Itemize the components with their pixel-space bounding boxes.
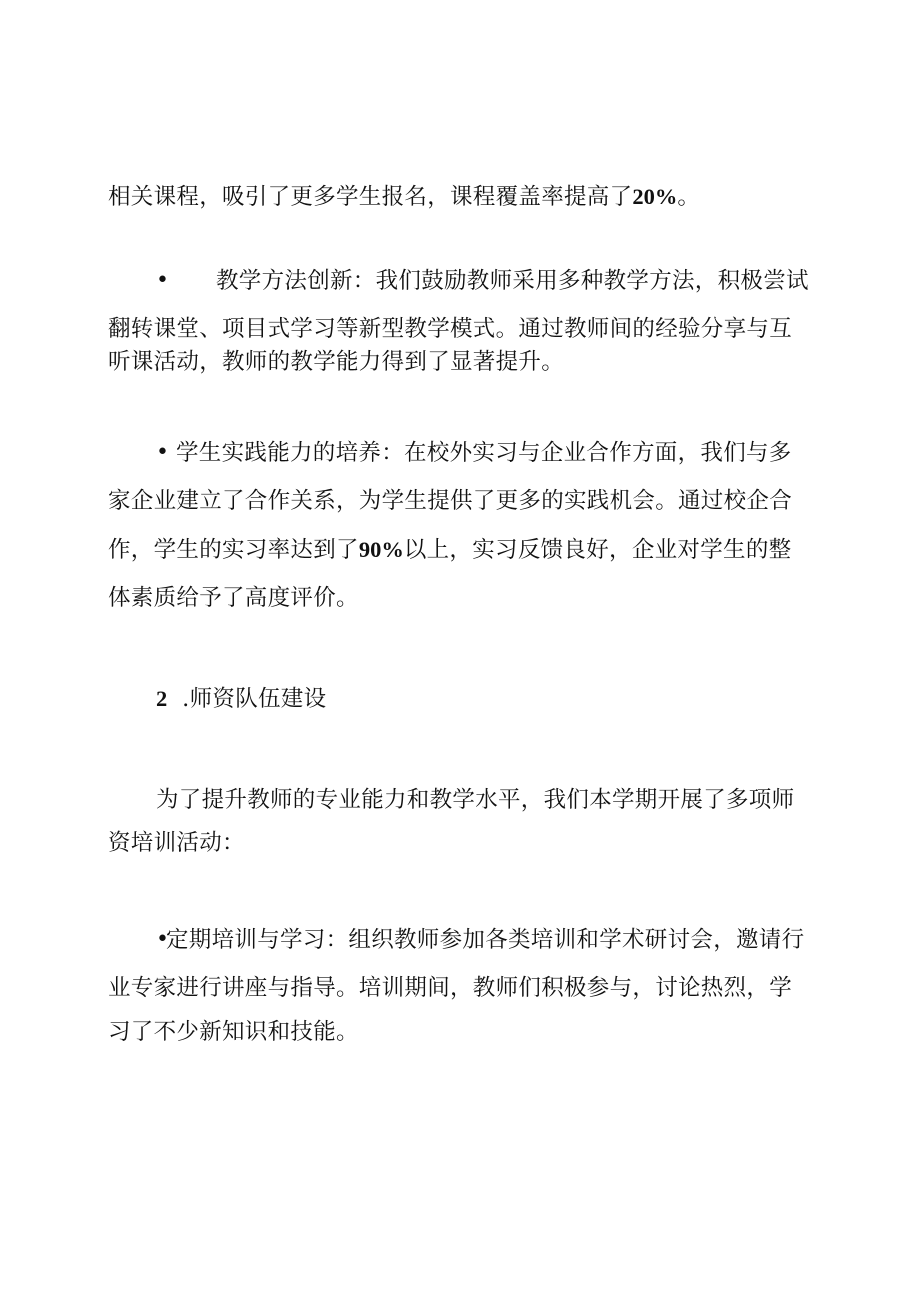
text-segment: 以上，实习反馈良好，企业对学生的整 [403, 537, 792, 563]
paragraph-course-coverage [108, 181, 700, 213]
section-number: 2 [156, 686, 168, 711]
bullet-icon: • [156, 268, 169, 293]
bullet-teaching-line: 翻转课堂、项目式学习等新型教学模式。通过教师间的经验分享与互 [108, 316, 793, 342]
text-segment: 作，学生的实习率达到了 [108, 537, 359, 563]
bullet-practice-line: 学生实践能力的培养：在校外实习与企业合作方面，我们与多 [176, 440, 792, 466]
bullet-practice-line: 家企业建立了合作关系，为学生提供了更多的实践机会。通过校企合 [108, 488, 793, 514]
bullet-teaching-line: 听课活动，教师的教学能力得到了显著提升。 [108, 349, 565, 375]
bullet-practice-line [108, 534, 791, 566]
percent-value: 90% [358, 537, 404, 562]
percent-value: 20% [632, 184, 678, 209]
bullet-regular-line: 业专家进行讲座与指导。培训期间，教师们积极参与，讨论热烈，学 [108, 975, 793, 1001]
section-heading [156, 683, 326, 715]
bullet-practice-line: 体素质给予了高度评价。 [108, 585, 359, 611]
bullet-icon: • [156, 440, 169, 465]
bullet-icon: • [156, 927, 169, 952]
bullet-regular-line: 定期培训与学习：组织教师参加各类培训和学术研讨会，邀请行 [166, 927, 805, 953]
paragraph-training-line: 资培训活动： [108, 830, 245, 856]
bullet-regular-line: 习了不少新知识和技能。 [108, 1019, 359, 1045]
paragraph-training-line: 为了提升教师的专业能力和教学水平，我们本学期开展了多项师 [156, 787, 795, 813]
text-segment: 。 [677, 184, 701, 210]
text-segment: 相关课程，吸引了更多学生报名，课程覆盖率提高了 [108, 184, 633, 210]
section-title: .师资队伍建设 [182, 686, 327, 712]
bullet-teaching-line: 教学方法创新：我们鼓励教师采用多种教学方法，积极尝试 [216, 268, 809, 294]
